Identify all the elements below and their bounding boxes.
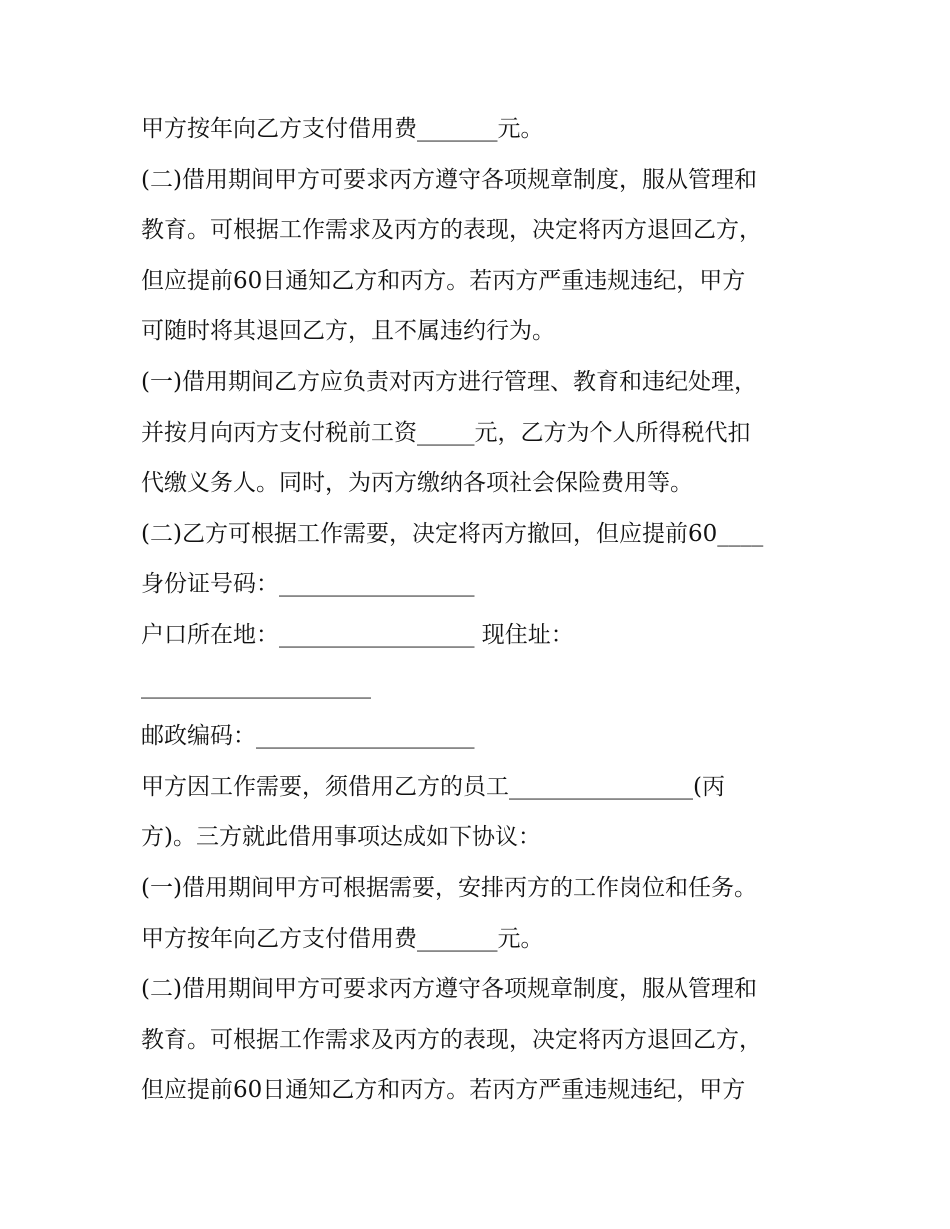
- paragraph-line: 但应提前60日通知乙方和丙方。若丙方严重违规违纪，甲方: [141, 1077, 746, 1104]
- id-number-field-line: 身份证号码：_________________: [141, 571, 475, 598]
- paragraph-line: 教育。可根据工作需求及丙方的表现，决定将丙方退回乙方，: [141, 217, 762, 244]
- paragraph-line: 可随时将其退回乙方，且不属违约行为。: [141, 318, 555, 345]
- paragraph-line: 并按月向丙方支付税前工资_____元，乙方为个人所得税代扣: [141, 419, 751, 446]
- paragraph-line: 方)。三方就此借用事项达成如下协议：: [141, 824, 541, 851]
- paragraph-line: 教育。可根据工作需求及丙方的表现，决定将丙方退回乙方，: [141, 1026, 762, 1053]
- postal-code-field-line: 邮政编码：___________________: [141, 723, 475, 750]
- paragraph-line: 代缴义务人。同时，为丙方缴纳各项社会保险费用等。: [141, 470, 693, 497]
- household-address-field-line: 户口所在地：_________________ 现住址：: [141, 621, 574, 648]
- paragraph-line: 甲方按年向乙方支付借用费_______元。: [141, 116, 544, 142]
- paragraph-line: 但应提前60日通知乙方和丙方。若丙方严重违规违纪，甲方: [141, 267, 746, 294]
- paragraph-line: 甲方按年向乙方支付借用费_______元。: [141, 925, 544, 952]
- paragraph-line: (一)借用期间乙方应负责对丙方进行管理、教育和违纪处理，: [141, 368, 757, 395]
- paragraph-line: (二)借用期间甲方可要求丙方遵守各项规章制度，服从管理和: [141, 166, 757, 193]
- paragraph-line: (一)借用期间甲方可根据需要，安排丙方的工作岗位和任务。: [141, 874, 757, 901]
- document-body: [141, 110, 821, 1122]
- current-address-blank-line: ____________________: [141, 672, 371, 699]
- paragraph-line: 甲方因工作需要，须借用乙方的员工________________(丙: [141, 773, 725, 800]
- paragraph-line: (二)乙方可根据工作需要，决定将丙方撤回，但应提前60____: [141, 520, 764, 547]
- paragraph-line: (二)借用期间甲方可要求丙方遵守各项规章制度，服从管理和: [141, 976, 757, 1003]
